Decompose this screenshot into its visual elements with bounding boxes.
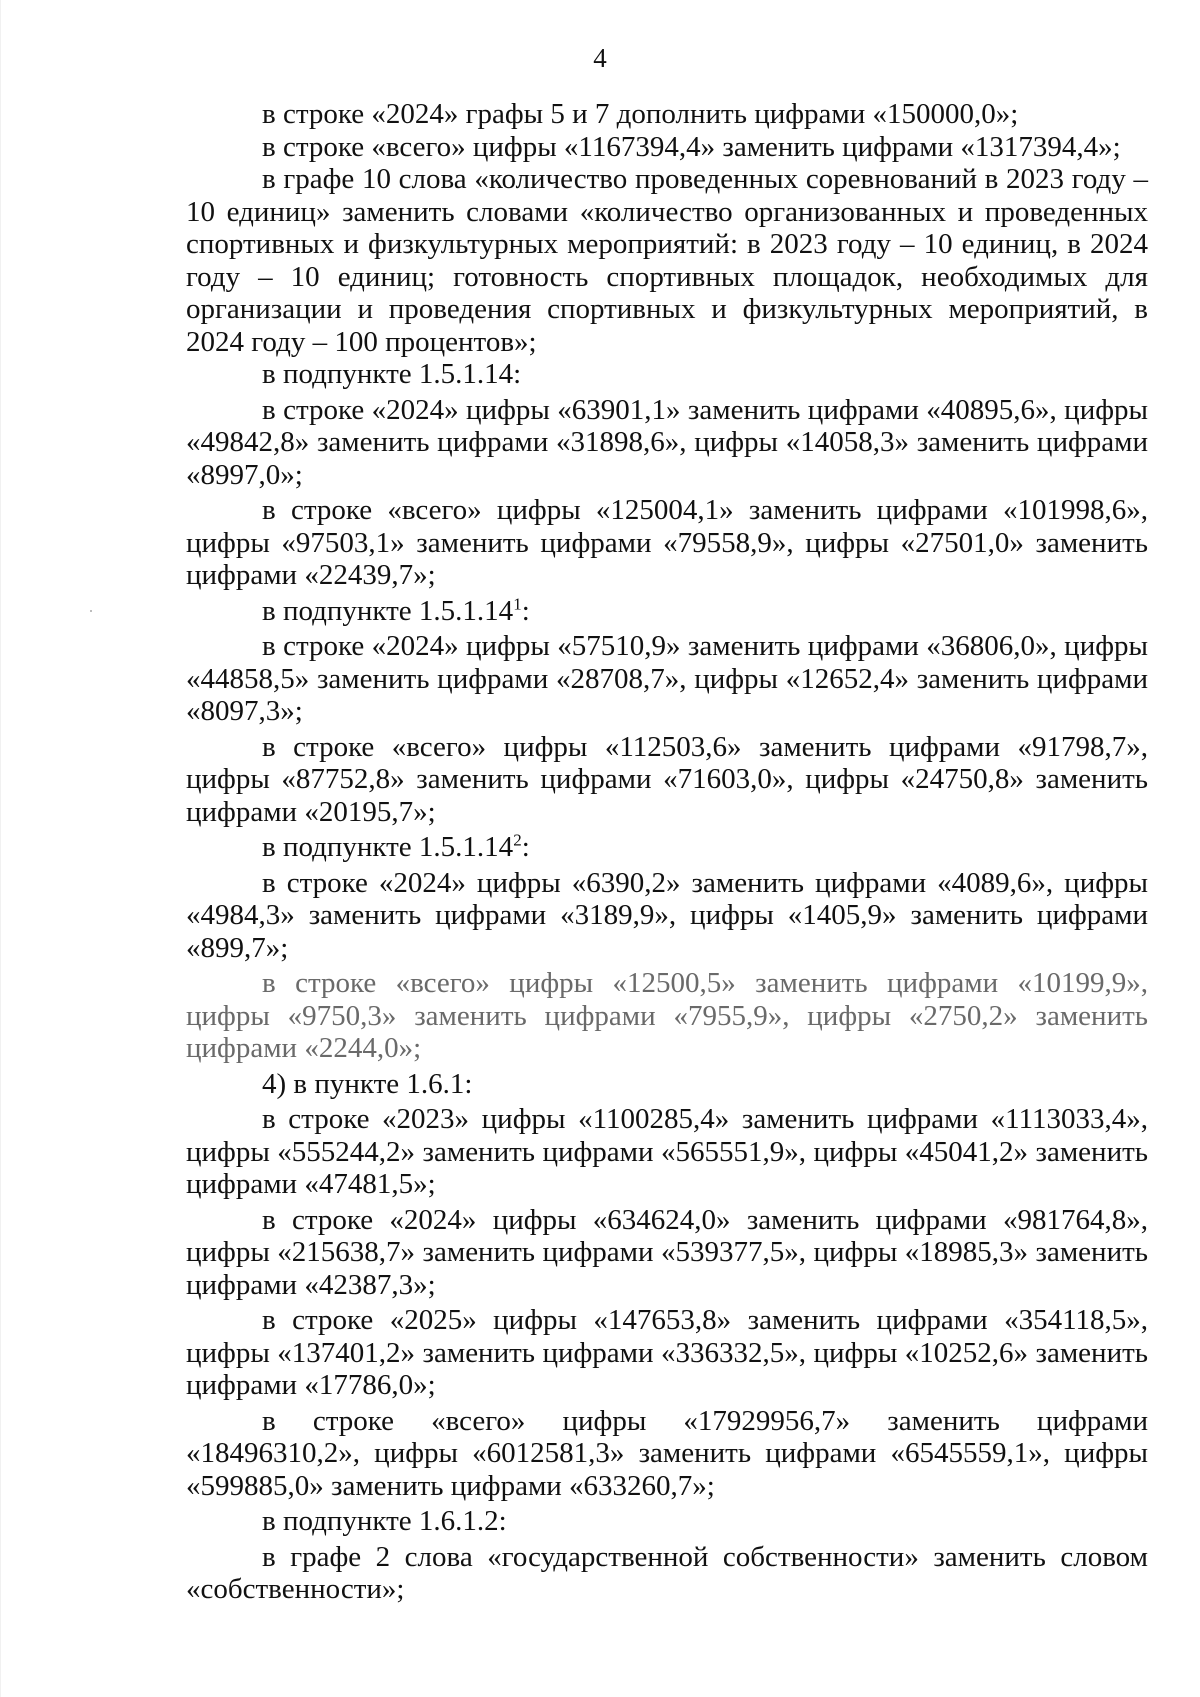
subpoint-heading — [186, 595, 1148, 628]
paragraph: в строке «2023» цифры «1100285,4» заменить цифрами «1113033,4», цифры «555244,2» заменить цифрами «565551,9», цифры «45041,2» заменить цифрами «47481,5»; — [186, 1103, 1148, 1200]
paragraph: 4) в пункте 1.6.1: — [262, 1067, 473, 1100]
page-number: 4 — [593, 43, 607, 73]
subpoint-tail: : — [521, 831, 530, 863]
superscript: 2 — [513, 830, 522, 850]
subpoint-tail: : — [521, 594, 530, 627]
paragraph: в подпункте 1.6.1.2: — [262, 1505, 507, 1537]
scan-edge — [0, 0, 1, 1697]
scan-speck — [90, 610, 92, 612]
paragraph: в графе 10 слова «количество проведенных соревнований в 2023 году – 10 единиц» заменить словами «количество организованных и проведенных спортивных и физкультурных мероприятий: в 2023 году – 10 единиц, в 2024 году – 10 единиц; готовность спортивных площадок, необходимых для организации и проведения спортивных и физкультурных мероприятий, в 2024 году – 100 процентов»; — [186, 163, 1148, 358]
subpoint-heading — [186, 831, 1148, 864]
document-body — [186, 98, 1148, 1606]
paragraph: в строке «2024» графы 5 и 7 дополнить цифрами «150000,0»; — [262, 98, 1019, 130]
paragraph: в строке «всего» цифры «1167394,4» заменить цифрами «1317394,4»; — [262, 130, 1121, 163]
paragraph: в графе 2 слова «государственной собственности» заменить словом «собственности»; — [186, 1540, 1148, 1605]
paragraph: в строке «2025» цифры «147653,8» заменить цифрами «354118,5», цифры «137401,2» заменить цифрами «336332,5», цифры «10252,6» заменить цифрами «17786,0»; — [186, 1304, 1148, 1401]
paragraph: в строке «2024» цифры «57510,9» заменить цифрами «36806,0», цифры «44858,5» заменить цифрами «28708,7», цифры «12652,4» заменить цифрами «8097,3»; — [186, 630, 1148, 727]
paragraph: в подпункте 1.5.1.14: — [262, 358, 522, 390]
paragraph: в строке «2024» цифры «634624,0» заменить цифрами «981764,8», цифры «215638,7» заменить цифрами «539377,5», цифры «18985,3» заменить цифрами «42387,3»; — [186, 1203, 1148, 1301]
faded-line: в строке «всего» цифры «12500,5» заменить цифрами «10199,9», цифры «9750,3» заменить цифрами «7955,9», цифры «2750,2» заменить цифрами «2244,0»; — [186, 967, 1148, 1064]
paragraph: в строке «2024» цифры «6390,2» заменить цифрами «4089,6», цифры «4984,3» заменить цифрами «3189,9», цифры «1405,9» заменить цифрами «899,7»; — [186, 866, 1148, 964]
paragraph: в строке «всего» цифры «125004,1» заменить цифрами «101998,6», цифры «97503,1» заменить цифрами «79558,9», цифры «27501,0» заменить цифрами «22439,7»; — [186, 494, 1148, 591]
paragraph: в строке «всего» цифры «17929956,7» заменить цифрами «18496310,2», цифры «6012581,3» заменить цифрами «6545559,1», цифры «599885,0» заменить цифрами «633260,7»; — [186, 1404, 1148, 1502]
paragraph — [186, 967, 1148, 1065]
paragraph: в строке «2024» цифры «63901,1» заменить цифрами «40895,6», цифры «49842,8» заменить цифрами «31898,6», цифры «14058,3» заменить цифрами «8997,0»; — [186, 393, 1148, 491]
subpoint-text: в подпункте 1.5.1.14 — [262, 594, 514, 627]
subpoint-text: в подпункте 1.5.1.14 — [262, 831, 514, 863]
paragraph: в строке «всего» цифры «112503,6» заменить цифрами «91798,7», цифры «87752,8» заменить цифрами «71603,0», цифры «24750,8» заменить цифрами «20195,7»; — [186, 730, 1148, 828]
superscript: 1 — [513, 593, 522, 613]
